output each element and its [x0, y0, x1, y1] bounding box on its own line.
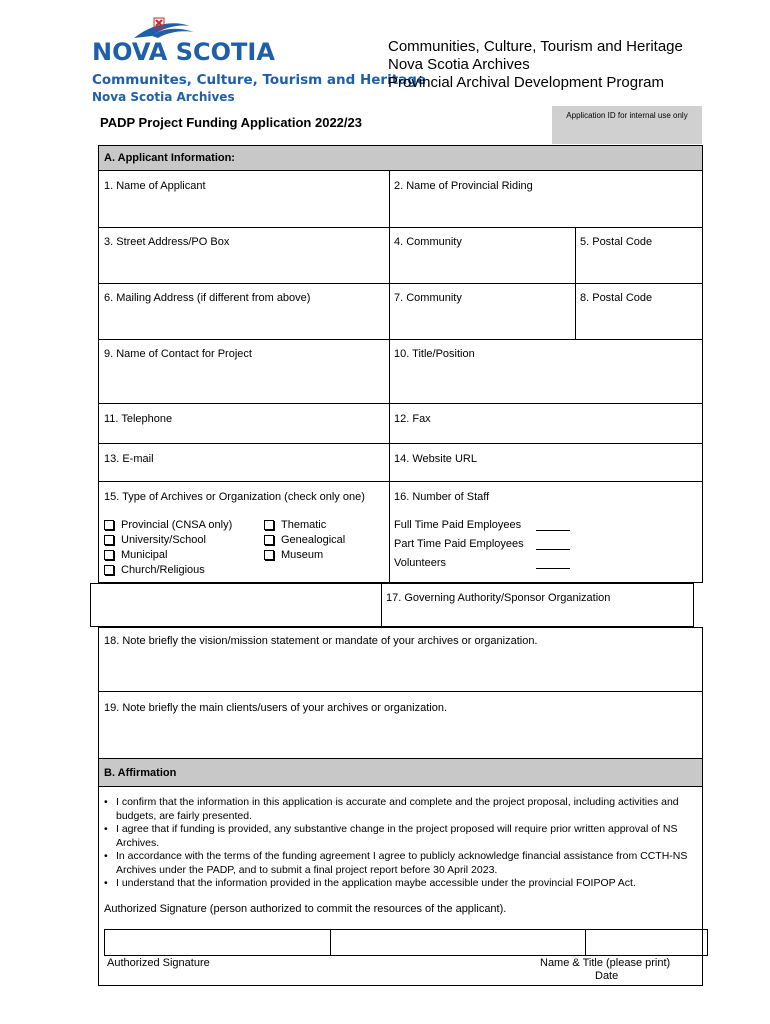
logo-department-line: Communites, Culture, Tourism and Heritage: [92, 72, 427, 88]
checkbox-icon[interactable]: [104, 520, 114, 530]
checkbox-municipal[interactable]: Municipal: [104, 549, 167, 561]
logo-wordmark: NOVA SCOTIA: [92, 38, 275, 66]
field-fax[interactable]: 12. Fax: [394, 413, 431, 425]
field-community[interactable]: 4. Community: [394, 236, 462, 248]
field-org-type: 15. Type of Archives or Organization (check only one): [104, 491, 365, 503]
field-street-address[interactable]: 3. Street Address/PO Box: [104, 236, 230, 248]
section-b-header: B. Affirmation: [99, 759, 702, 787]
field-main-clients: 19. Note briefly the main clients/users of your archives or organization.: [104, 702, 447, 714]
staff-full-time-input[interactable]: [536, 522, 570, 534]
field-website-url[interactable]: 14. Website URL: [394, 453, 477, 465]
field-governing-authority[interactable]: 17. Governing Authority/Sponsor Organization: [386, 592, 611, 604]
affirmation-item: • I understand that the information provided in the application maybe accessible under the provincial FOIPOP Act.: [104, 877, 696, 891]
affirmation-item: • I confirm that the information in this application is accurate and complete and the project proposal, including activities and budgets, are fairly presented.: [104, 796, 696, 823]
date-label: Date: [595, 970, 619, 982]
logo-archives-line: Nova Scotia Archives: [92, 90, 235, 104]
name-title-input[interactable]: [331, 930, 584, 955]
field-number-of-staff: 16. Number of Staff: [394, 491, 490, 503]
signature-input[interactable]: [105, 930, 329, 955]
org-line-program: Provincial Archival Development Program: [388, 74, 664, 91]
field-email[interactable]: 13. E-mail: [104, 453, 154, 465]
checkbox-provincial[interactable]: Provincial (CNSA only): [104, 519, 232, 531]
checkbox-icon[interactable]: [264, 535, 274, 545]
checkbox-icon[interactable]: [264, 550, 274, 560]
name-title-label: Name & Title (please print): [540, 957, 671, 969]
checkbox-icon[interactable]: [104, 565, 114, 575]
org-line-department: Communities, Culture, Tourism and Heritage: [388, 38, 683, 55]
affirmation-item: • I agree that if funding is provided, any substantive change in the project proposed will require prior written approval of NS Archives.: [104, 823, 696, 850]
field-mailing-address[interactable]: 6. Mailing Address (if different from above): [104, 292, 311, 304]
org-line-archives: Nova Scotia Archives: [388, 56, 530, 73]
date-input[interactable]: [586, 930, 707, 955]
field-title-position[interactable]: 10. Title/Position: [394, 348, 475, 360]
checkbox-genealogical[interactable]: Genealogical: [264, 534, 345, 546]
field-mailing-community[interactable]: 7. Community: [394, 292, 462, 304]
field-name-of-applicant[interactable]: 1. Name of Applicant: [104, 180, 206, 192]
affirmation-item: • In accordance with the terms of the funding agreement I agree to publicly acknowledge financial assistance from CCTH-NS Archives under the PADP, and to submit a final project report before 30 April 2023.: [104, 850, 696, 877]
staff-part-time-input[interactable]: [536, 541, 570, 553]
field-postal-code[interactable]: 5. Postal Code: [580, 236, 653, 248]
signature-instruction: Authorized Signature (person authorized to commit the resources of the applicant).: [104, 903, 507, 915]
staff-part-time-label: Part Time Paid Employees: [394, 538, 524, 550]
checkbox-university[interactable]: University/School: [104, 534, 206, 546]
checkbox-museum[interactable]: Museum: [264, 549, 323, 561]
field-mailing-postal-code[interactable]: 8. Postal Code: [580, 292, 653, 304]
organization-header: [388, 38, 683, 92]
section-a-header: A. Applicant Information:: [99, 146, 702, 171]
staff-volunteers-label: Volunteers: [394, 557, 446, 569]
checkbox-thematic[interactable]: Thematic: [264, 519, 326, 531]
staff-full-time-label: Full Time Paid Employees: [394, 519, 522, 531]
signature-label: Authorized Signature: [107, 957, 210, 969]
governing-authority-row: [90, 583, 694, 627]
checkbox-icon[interactable]: [104, 535, 114, 545]
field-telephone[interactable]: 11. Telephone: [104, 413, 173, 425]
checkbox-church[interactable]: Church/Religious: [104, 564, 205, 576]
field-mission-statement: 18. Note briefly the vision/mission statement or mandate of your archives or organization.: [104, 635, 538, 647]
page-title: PADP Project Funding Application 2022/23: [100, 115, 362, 130]
checkbox-icon[interactable]: [104, 550, 114, 560]
internal-use-box: Application ID for internal use only: [552, 106, 702, 144]
field-contact-name[interactable]: 9. Name of Contact for Project: [104, 348, 252, 360]
checkbox-icon[interactable]: [264, 520, 274, 530]
affirmation-list: [104, 796, 696, 891]
field-provincial-riding[interactable]: 2. Name of Provincial Riding: [394, 180, 533, 192]
section-a-box: [98, 145, 703, 583]
staff-volunteers-input[interactable]: [536, 560, 570, 572]
